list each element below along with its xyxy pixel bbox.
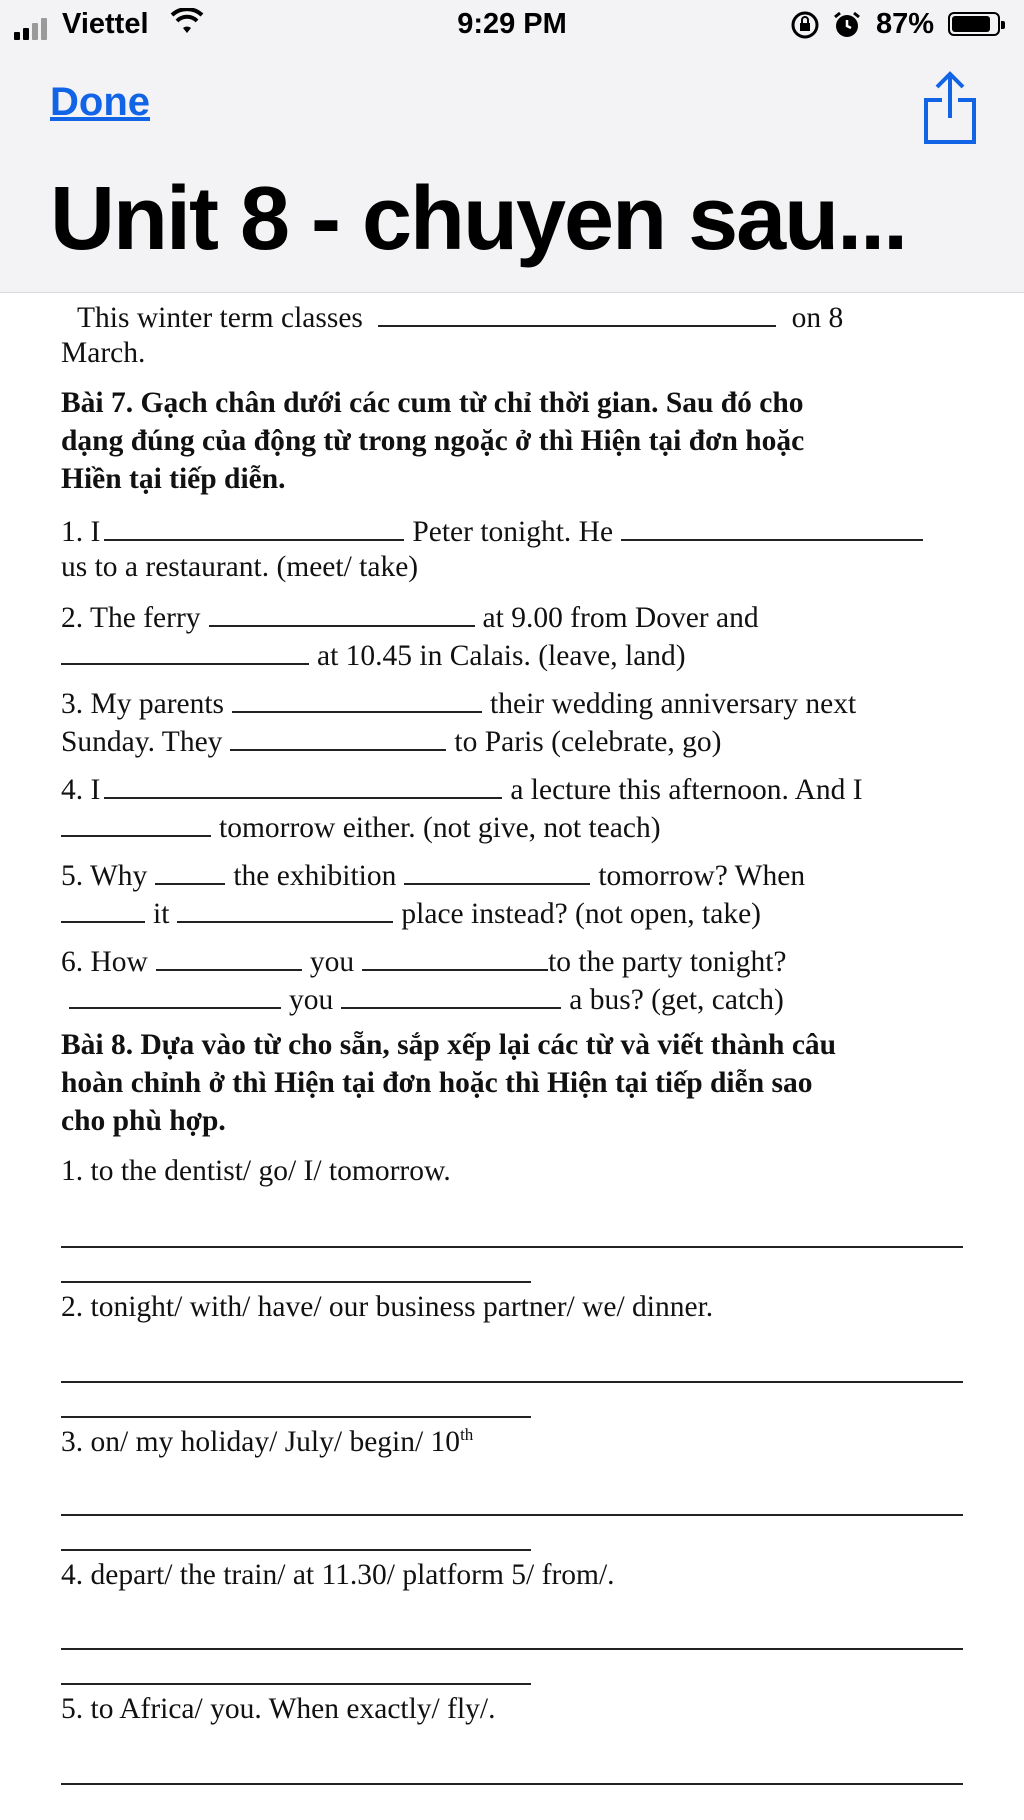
ex8-question-5: 5. to Africa/ you. When exactly/ fly/. [61, 1693, 496, 1725]
battery-icon [948, 12, 1000, 36]
text: Peter tonight. He [412, 516, 614, 548]
page-title: Unit 8 - chuyen sau... [50, 169, 907, 269]
text: 6. How [61, 946, 148, 978]
answer-blank [177, 895, 393, 923]
text: 5. Why [61, 860, 148, 892]
ex7-question-1-cont: us to a restaurant. (meet/ take) [61, 551, 419, 583]
answer-blank [61, 809, 211, 837]
exercise7-heading: Bài 7. Gạch chân dưới các cum từ chỉ thời gian. Sau đó cho [61, 387, 804, 419]
exercise8-heading: Bài 8. Dựa vào từ cho sẵn, sắp xếp lại các từ và viết thành câu [61, 1029, 837, 1061]
ex7-question-6-cont [69, 981, 784, 1017]
text: a bus? (get, catch) [569, 984, 784, 1016]
text: 3. My parents [61, 688, 225, 720]
text: to Paris (celebrate, go) [454, 726, 722, 758]
text: 3. on/ my holiday/ July/ begin/ 10 [61, 1425, 461, 1458]
ex7-question-2-cont [61, 637, 686, 673]
answer-blank [155, 857, 225, 885]
intro-line-2: March. [61, 337, 146, 369]
answer-blank [61, 895, 145, 923]
superscript: th [460, 1425, 474, 1444]
share-icon[interactable] [922, 70, 978, 146]
text: the exhibition [233, 860, 397, 892]
answer-blank [69, 981, 281, 1009]
answer-line [61, 1246, 963, 1248]
carrier-name: Viettel [62, 8, 149, 40]
text: place instead? (not open, take) [401, 898, 761, 930]
answer-line [61, 1416, 531, 1418]
text: 2. The ferry [61, 602, 201, 634]
text: to the party tonight? [548, 946, 787, 978]
battery-percent: 87% [876, 8, 935, 40]
answer-line [61, 1683, 531, 1685]
status-time: 9:29 PM [457, 8, 567, 40]
answer-blank [104, 771, 502, 799]
done-button[interactable]: Done [50, 80, 150, 124]
text: their wedding anniversary next [490, 688, 857, 720]
intro-line [77, 299, 843, 335]
exercise7-heading: dạng đúng của động từ trong ngoặc ở thì Hiện tại đơn hoặc [61, 425, 805, 457]
ex8-question-2: 2. tonight/ with/ have/ our business partner/ we/ dinner. [61, 1291, 714, 1323]
text: on 8 [791, 302, 844, 334]
exercise8-heading: cho phù hợp. [61, 1105, 226, 1137]
answer-line [61, 1381, 963, 1383]
answer-blank [362, 943, 548, 971]
text: tomorrow? When [598, 860, 806, 892]
ex7-question-5 [61, 857, 805, 893]
answer-line [61, 1281, 531, 1283]
ex7-question-4-cont [61, 809, 661, 845]
ex7-question-4 [61, 771, 863, 807]
ex7-question-5-cont [61, 895, 761, 931]
ex7-question-2 [61, 599, 759, 635]
answer-blank [61, 637, 309, 665]
answer-line [61, 1648, 963, 1650]
ex8-question-3 [61, 1425, 473, 1459]
text: you [289, 984, 334, 1016]
text: tomorrow either. (not give, not teach) [219, 812, 661, 844]
answer-blank [404, 857, 590, 885]
exercise8-heading: hoàn chỉnh ở thì Hiện tại đơn hoặc thì Hiện tại tiếp diễn sao [61, 1067, 813, 1099]
text: a lecture this afternoon. And I [510, 774, 863, 806]
text: at 10.45 in Calais. (leave, land) [317, 640, 686, 672]
ex8-question-4: 4. depart/ the train/ at 11.30/ platform 5/ from/. [61, 1559, 615, 1591]
text: at 9.00 from Dover and [482, 602, 759, 634]
exercise7-heading: Hiền tại tiếp diễn. [61, 463, 286, 495]
status-bar [0, 0, 1024, 52]
answer-blank [621, 513, 923, 541]
answer-blank [378, 299, 776, 327]
answer-blank [232, 685, 482, 713]
text: you [309, 946, 355, 978]
answer-blank [341, 981, 561, 1009]
answer-line [61, 1514, 963, 1516]
ex7-question-3 [61, 685, 856, 721]
answer-line [61, 1549, 531, 1551]
text: Sunday. They [61, 726, 223, 758]
text: it [153, 898, 170, 930]
answer-blank [230, 723, 446, 751]
answer-blank [156, 943, 302, 971]
text: 1. I [61, 516, 101, 548]
text: 4. I [61, 774, 101, 806]
answer-blank [104, 513, 404, 541]
ex7-question-3-cont [61, 723, 721, 759]
answer-blank [209, 599, 475, 627]
text: This winter term classes [77, 302, 363, 334]
ex7-question-6 [61, 943, 787, 979]
nav-header [0, 52, 1024, 293]
answer-line [61, 1783, 963, 1785]
ex8-question-1: 1. to the dentist/ go/ I/ tomorrow. [61, 1155, 451, 1187]
orientation-lock-icon [790, 10, 820, 48]
alarm-icon [832, 10, 862, 48]
ex7-question-1 [61, 513, 923, 549]
